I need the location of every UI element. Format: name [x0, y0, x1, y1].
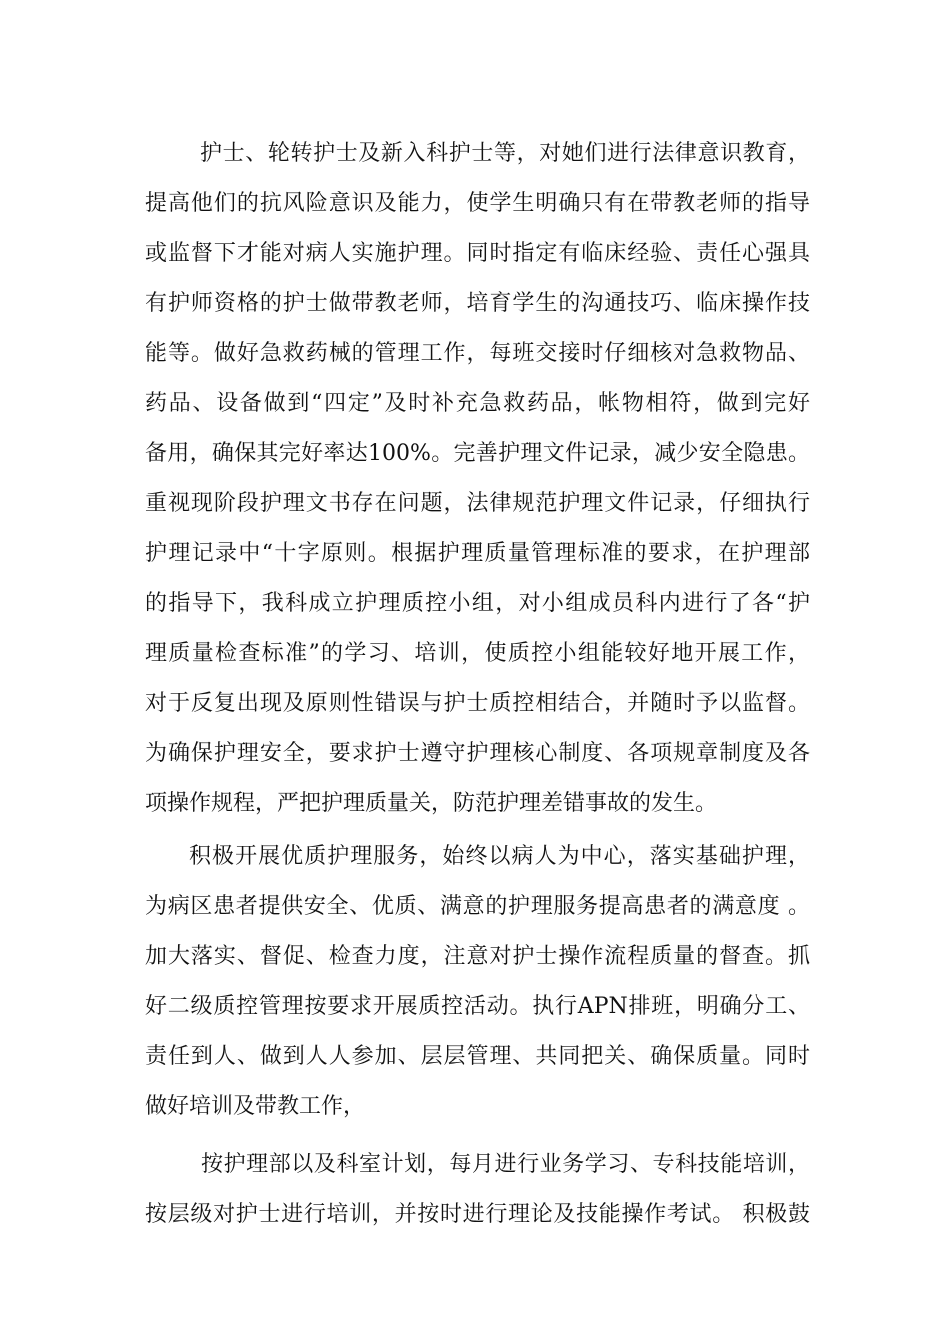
text-line: 药品、设备做到“四定”及时补充急救药品，帐物相符，做到完好: [145, 391, 810, 416]
text-line: 积极开展优质护理服务，始终以病人为中心，落实基础护理，: [189, 844, 810, 869]
text-line: 或监督下才能对病人实施护理。同时指定有临床经验、责任心强具: [145, 241, 810, 266]
text-line: 好二级质控管理按要求开展质控活动。执行APN排班，明确分工、: [145, 994, 810, 1019]
text-line: 为确保护理安全，要求护士遵守护理核心制度、各项规章制度及各: [145, 741, 810, 766]
text-line: 能等。做好急救药械的管理工作，每班交接时仔细核对急救物品、: [145, 341, 810, 366]
paragraph-3: [145, 1140, 810, 1240]
text-line: 理质量检查标准”的学习、培训，使质控小组能较好地开展工作，: [145, 641, 810, 666]
text-line: 提高他们的抗风险意识及能力，使学生明确只有在带教老师的指导: [145, 191, 810, 216]
text-line: 的指导下，我科成立护理质控小组，对小组成员科内进行了各“护: [145, 591, 810, 616]
paragraph-2: [145, 832, 810, 1132]
text-line: 做好培训及带教工作，: [145, 1094, 366, 1119]
text-line: 护理记录中“十字原则。根据护理质量管理标准的要求，在护理部: [145, 541, 810, 566]
text-line: 按护理部以及科室计划，每月进行业务学习、专科技能培训，: [201, 1152, 810, 1177]
text-line: 加大落实、督促、检查力度，注意对护士操作流程质量的督查。抓: [145, 944, 810, 969]
paragraph-1: [145, 129, 810, 829]
text-line: 有护师资格的护士做带教老师，培育学生的沟通技巧、临床操作技: [145, 291, 810, 316]
document-body: [145, 129, 810, 1240]
text-line: 按层级对护士进行培训，并按时进行理论及技能操作考试。 积极鼓: [145, 1202, 810, 1227]
text-line: 重视现阶段护理文书存在问题，法律规范护理文件记录，仔细执行: [145, 491, 810, 516]
text-line: 护士、轮转护士及新入科护士等，对她们进行法律意识教育，: [200, 141, 810, 166]
text-line: 责任到人、做到人人参加、层层管理、共同把关、确保质量。同时: [145, 1044, 810, 1069]
text-line: 对于反复出现及原则性错误与护士质控相结合，并随时予以监督。: [145, 691, 810, 716]
text-line: 备用，确保其完好率达100%。完善护理文件记录，减少安全隐患。: [145, 441, 810, 466]
text-line: 为病区患者提供安全、优质、满意的护理服务提高患者的满意度 。: [145, 894, 810, 919]
text-line: 项操作规程，严把护理质量关，防范护理差错事故的发生。: [145, 791, 718, 816]
